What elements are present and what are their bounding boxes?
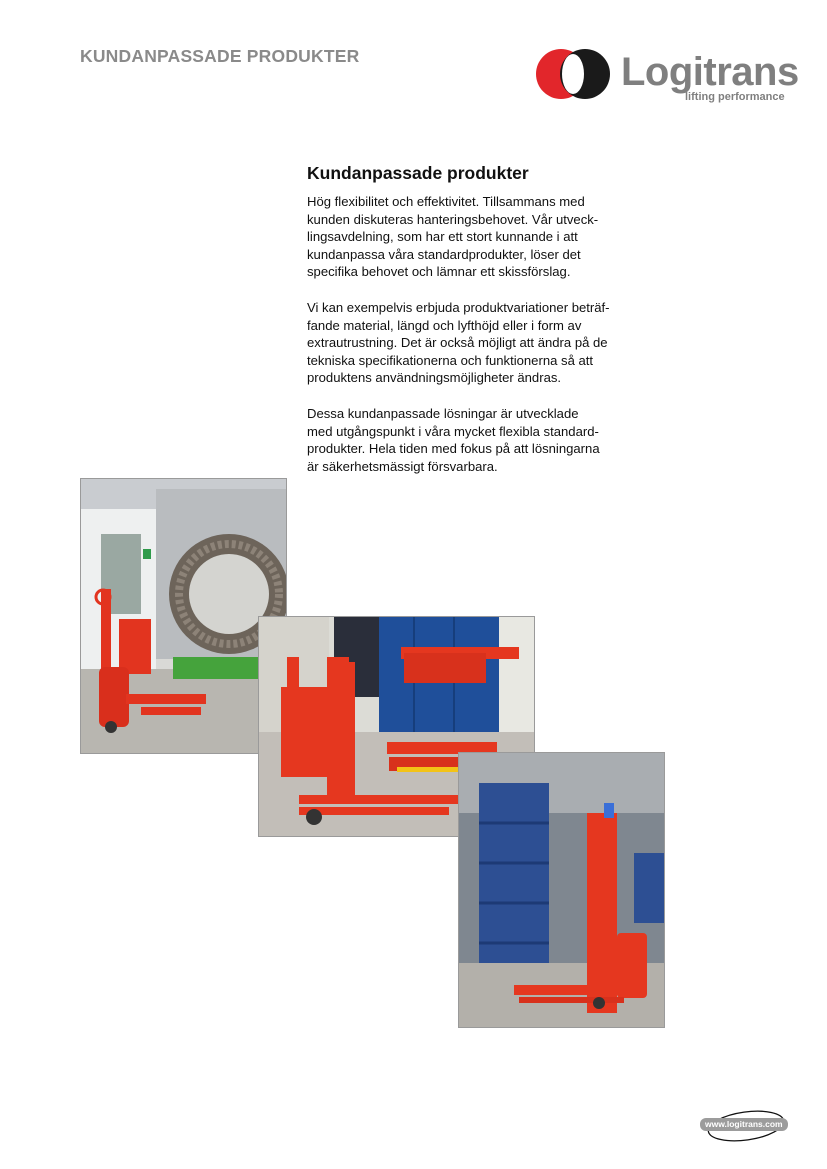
lift-truck-with-drum-icon bbox=[81, 479, 286, 753]
logo-wordmark: Logitrans bbox=[621, 50, 799, 94]
article-paragraph-2: Vi kan exempelvis erbjuda produktvariationer beträf- fande material, längd och lyfthöjd eller i form av extrautrustning. Det är också möjligt att ändra på de tekniska specifikationerna och funktionerna så att produktens användningsmöjligheter ändras. bbox=[307, 299, 610, 386]
article-paragraph-1: Hög flexibilitet och effektivitet. Tillsammans med kunden diskuteras hanteringsbehovet. Vår utveck- lingsavdelning, som har ett stort kunnande i att kundanpassa våra standardprodukter, löser det specifika behovet och lämnar ett skissförslag. bbox=[307, 194, 599, 280]
article-paragraph-3: Dessa kundanpassade lösningar är utvecklade med utgångspunkt i våra mycket flexibla standard- produkter. Hela tiden med fokus på att lösningarna är säkerhetsmässigt försvarbara. bbox=[307, 405, 600, 474]
page-header-title: KUNDANPASSADE PRODUKTER bbox=[80, 46, 360, 66]
photo-stacker bbox=[458, 752, 665, 1028]
logitrans-logo bbox=[533, 44, 799, 108]
article-heading: Kundanpassade produkter bbox=[307, 163, 529, 183]
website-badge bbox=[700, 1108, 790, 1144]
stacker-truck-icon bbox=[459, 753, 664, 1027]
website-url[interactable]: www.logitrans.com bbox=[700, 1118, 788, 1131]
logo-tagline: lifting performance bbox=[685, 91, 785, 103]
logo-circles-icon bbox=[533, 46, 613, 106]
article bbox=[307, 163, 647, 493]
photo-ring-lifter bbox=[80, 478, 287, 754]
